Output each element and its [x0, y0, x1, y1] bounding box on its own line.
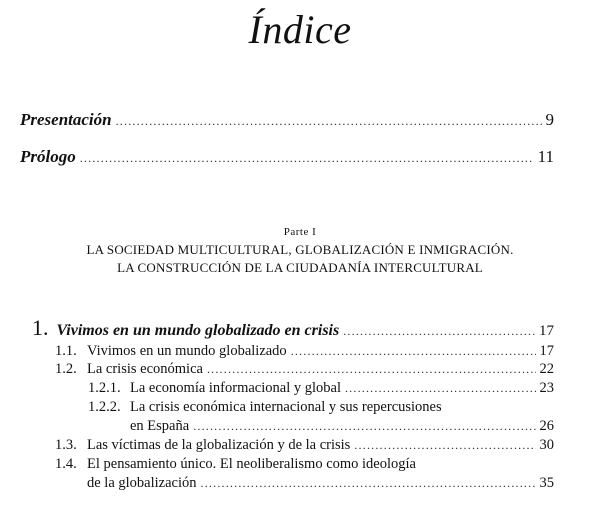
dot-leader [116, 114, 542, 129]
toc-section-1-2-2 [88, 399, 442, 416]
toc-section-1-4 [55, 456, 416, 473]
toc-section-1-3 [55, 437, 554, 454]
toc-section-1-2 [55, 361, 554, 378]
dot-leader [345, 381, 536, 396]
section-label: Vivimos en un mundo globalizado [87, 343, 287, 359]
dot-leader [291, 344, 536, 359]
section-page: 35 [539, 475, 554, 491]
section-number: 1.1. [55, 343, 77, 359]
section-number: 1.2.2. [88, 399, 121, 415]
section-label: La crisis económica [87, 361, 203, 377]
dot-leader [354, 438, 535, 453]
toc-entry-label: Prólogo [20, 147, 76, 166]
toc-section-1-2-2-cont [130, 418, 554, 435]
section-number: 1.2. [55, 361, 77, 377]
section-page: 30 [539, 437, 554, 453]
chapter-number: 1. [32, 315, 49, 340]
page-title: Índice [248, 7, 352, 52]
section-label: El pensamiento único. El neoliberalismo como ideología [87, 456, 416, 472]
toc-chapter-1 [32, 315, 554, 341]
toc-entry-prologo [20, 147, 554, 167]
toc-entry-presentacion [20, 110, 554, 130]
section-number: 1.2.1. [88, 380, 121, 396]
toc-entry-page: 11 [537, 147, 554, 166]
dot-leader [201, 476, 536, 491]
dot-leader [193, 419, 535, 434]
part-title-line-2: LA CONSTRUCCIÓN DE LA CIUDADANÍA INTERCULTURAL [117, 260, 483, 275]
section-label: La economía informacional y global [130, 380, 341, 396]
dot-leader [343, 324, 535, 339]
section-label: La crisis económica internacional y sus repercusiones [130, 399, 442, 415]
chapter-page: 17 [539, 323, 554, 339]
toc-section-1-2-1 [88, 380, 554, 397]
section-label-continued: en España [130, 418, 190, 434]
dot-leader [207, 362, 536, 377]
toc-entry-page: 9 [545, 110, 554, 129]
section-page: 17 [539, 343, 554, 359]
part-title-line-1: LA SOCIEDAD MULTICULTURAL, GLOBALIZACIÓN E INMIGRACIÓN. [86, 242, 514, 257]
section-page: 26 [539, 418, 554, 434]
section-page: 22 [539, 361, 554, 377]
toc-section-1-4-cont [87, 475, 554, 492]
section-page: 23 [539, 380, 554, 396]
part-label: Parte I [283, 226, 317, 238]
section-label-continued: de la globalización [87, 475, 197, 491]
section-label: Las víctimas de la globalización y de la crisis [87, 437, 351, 453]
dot-leader [80, 151, 534, 166]
section-number: 1.3. [55, 437, 77, 453]
section-number: 1.4. [55, 456, 77, 472]
toc-entry-label: Presentación [20, 110, 112, 129]
toc-section-1-1 [55, 343, 554, 360]
chapter-label: Vivimos en un mundo globalizado en crisis [56, 322, 340, 339]
